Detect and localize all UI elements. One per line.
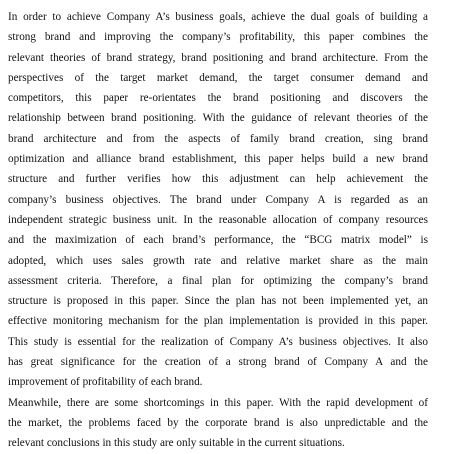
text-line: In order to achieve Company A’s business goals, achieve the dual goals of building a (8, 11, 428, 23)
text-line: company’s business objectives. The brand under Company A is regarded as an (8, 193, 428, 206)
text-line: the market, the problems faced by the corporate brand is also unpredictable and the (8, 416, 428, 429)
text-line: relevant conclusions in this study are only suitable in the current situations. (8, 437, 345, 450)
text-line: optimization and alliance brand establishment, this paper helps build a new brand (8, 153, 428, 166)
text-line: structure and further verifies how this adjustment can help achievement the (8, 173, 428, 186)
text-line: competitors, this paper re-orientates the brand positioning and discovers the (8, 92, 428, 105)
text-line: brand architecture and from the aspects of family brand creation, sing brand (8, 132, 428, 145)
text-line: improvement of profitability of each brand. (8, 376, 203, 389)
text-line: perspectives of the target market demand, the target consumer demand and (8, 71, 428, 84)
text-line: effective monitoring mechanism for the plan implementation is provided in this paper. (8, 315, 428, 328)
text-line: and the maximization of each brand’s performance, the “BCG matrix model” is (8, 234, 428, 247)
text-line: assessment criteria. Therefore, a final plan for optimizing the company’s brand (8, 274, 428, 287)
text-line: relevant theories of brand strategy, brand positioning and brand architecture. From the (8, 51, 428, 64)
text-line: structure is proposed in this paper. Since the plan has not been implemented yet, an (8, 295, 428, 308)
text-line: independent strategic business unit. In the reasonable allocation of company resources (8, 213, 428, 226)
text-line: Meanwhile, there are some shortcomings in this paper. With the rapid development of (8, 396, 428, 409)
text-line: has great significance for the creation of a strong brand of Company A and the (8, 356, 428, 369)
text-line: adopted, which uses sales growth rate and relative market share as the main (8, 254, 428, 267)
text-line: This study is essential for the realization of Company A’s business objectives. It also (8, 335, 428, 348)
text-line: relationship between brand positioning. With the guidance of relevant theories of the (8, 112, 428, 125)
document-body (8, 7, 428, 454)
text-line: strong brand and improving the company’s profitability, this paper combines the (8, 31, 428, 44)
